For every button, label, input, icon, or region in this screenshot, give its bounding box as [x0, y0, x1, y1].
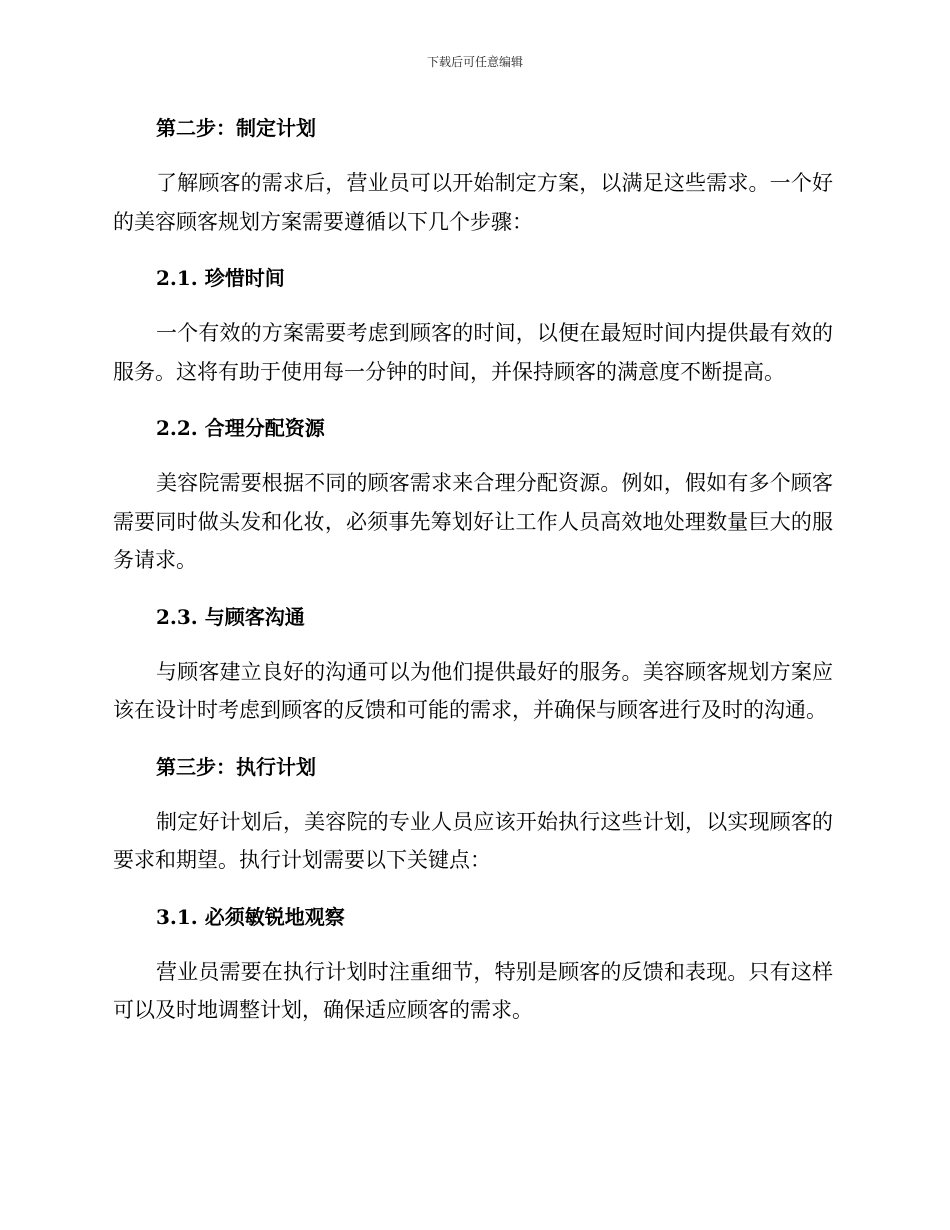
section-heading-step3: 第三步：执行计划: [156, 754, 316, 779]
paragraph-2-2: 美容院需要根据不同的顾客需求来合理分配资源。例如，假如有多个顾客需要同时做头发和化妆，必须事先筹划好让工作人员高效地处理数量巨大的服务请求。: [113, 471, 833, 572]
paragraph-step2-intro: 了解顾客的需求后，营业员可以开始制定方案，以满足这些需求。一个好的美容顾客规划方案需要遵循以下几个步骤：: [113, 171, 833, 234]
paragraph-2-1: 一个有效的方案需要考虑到顾客的时间，以便在最短时间内提供最有效的服务。这将有助于使用每一分钟的时间，并保持顾客的满意度不断提高。: [113, 321, 833, 384]
subheading-2-1: 2.1. 珍惜时间: [156, 266, 285, 290]
subheading-3-1: 3.1. 必须敏锐地观察: [156, 904, 345, 929]
page-header: 下载后可任意编辑: [426, 55, 523, 69]
subheading-2-3: 2.3. 与顾客沟通: [156, 604, 305, 629]
paragraph-step3-intro: 制定好计划后，美容院的专业人员应该开始执行这些计划，以实现顾客的要求和期望。执行计划需要以下关键点：: [113, 809, 833, 872]
paragraph-2-3: 与顾客建立良好的沟通可以为他们提供最好的服务。美容顾客规划方案应该在设计时考虑到顾客的反馈和可能的需求，并确保与顾客进行及时的沟通。: [113, 659, 833, 722]
section-heading-step2: 第二步：制定计划: [156, 116, 316, 140]
paragraph-3-1: 营业员需要在执行计划时注重细节，特别是顾客的反馈和表现。只有这样可以及时地调整计划，确保适应顾客的需求。: [113, 959, 833, 1022]
document-body: [113, 108, 833, 1047]
subheading-2-2: 2.2. 合理分配资源: [156, 416, 325, 440]
